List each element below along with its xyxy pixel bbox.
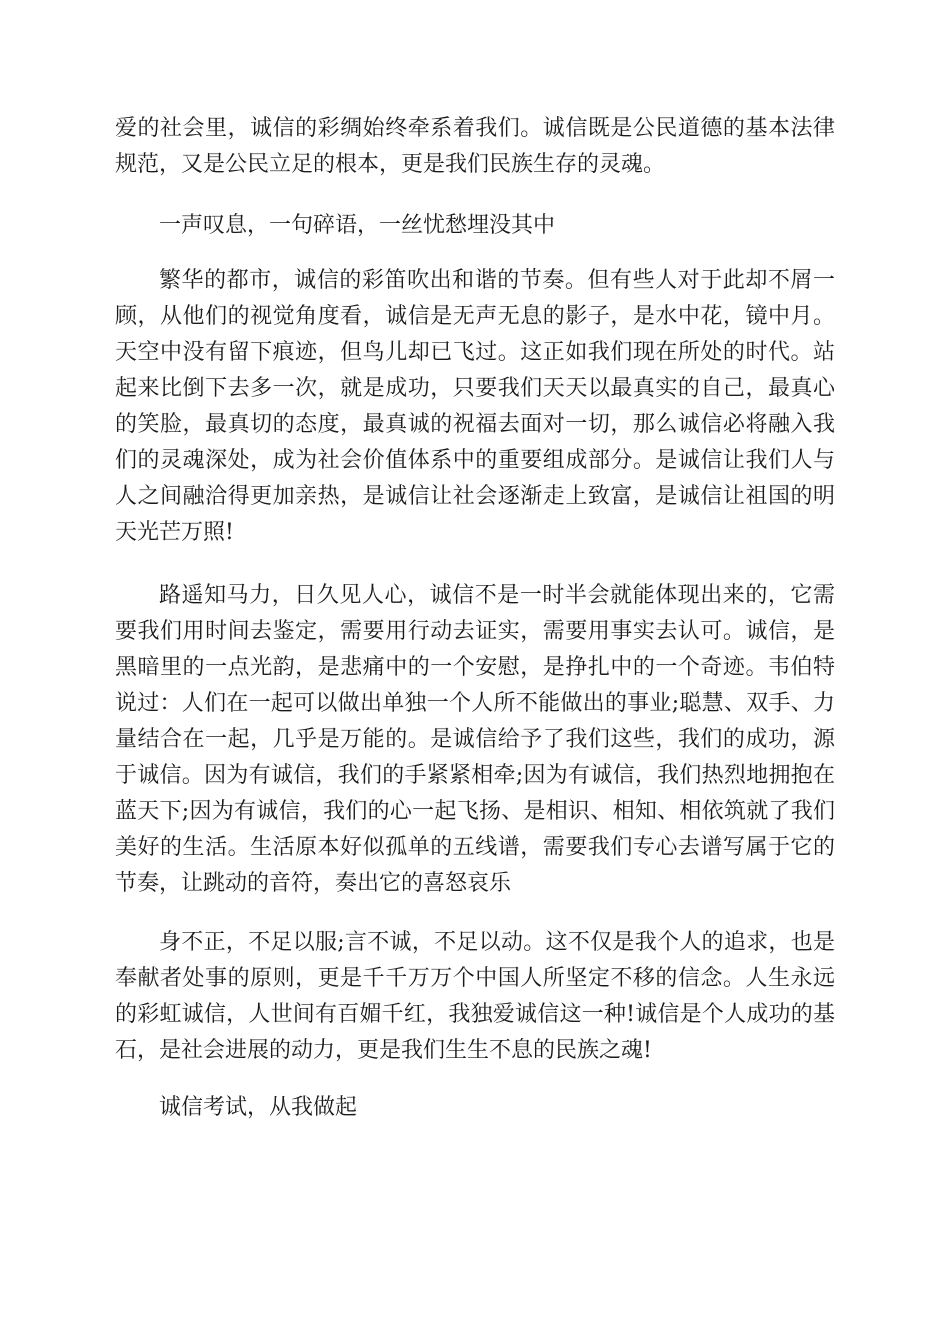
document-body — [115, 111, 835, 1152]
paragraph-sigh: 一声叹息，一句碎语，一丝忧愁埋没其中 — [159, 213, 556, 238]
paragraph-continuation: 爱的社会里，诚信的彩绸始终牵系着我们。诚信既是公民道德的基本法律规范，又是公民立足的根本，更是我们民族生存的灵魂。 — [115, 116, 835, 177]
paragraph-city: 繁华的都市，诚信的彩笛吹出和谐的节奏。但有些人对于此却不屑一顾，从他们的视觉角度看，诚信是无声无息的影子，是水中花，镜中月。天空中没有留下痕迹，但鸟儿却已飞过。这正如我们现在所处的时代。站起来比倒下去多一次，就是成功，只要我们天天以最真实的自己，最真心的笑脸，最真切的态度，最真诚的祝福去面对一切，那么诚信必将融入我们的灵魂深处，成为社会价值体系中的重要组成部分。是诚信让我们人与人之间融洽得更加亲热，是诚信让社会逐渐走上致富，是诚信让祖国的明天光芒万照! — [115, 268, 835, 545]
paragraph-integrity-foundation: 身不正，不足以服;言不诚，不足以动。这不仅是我个人的追求，也是奉献者处事的原则，更是千千万万个中国人所坚定不移的信念。人生永远的彩虹诚信，人世间有百媚千红，我独爱诚信这一种!诚信是个人成功的基石，是社会进展的动力，更是我们生生不息的民族之魂! — [115, 930, 835, 1063]
paragraph-time-tests: 路遥知马力，日久见人心，诚信不是一时半会就能体现出来的，它需要我们用时间去鉴定，需要用行动去证实，需要用事实去认可。诚信，是黑暗里的一点光韵，是悲痛中的一个安慰，是挣扎中的一个奇迹。韦伯特说过：人们在一起可以做出单独一个人所不能做出的事业;聪慧、双手、力量结合在一起，几乎是万能的。是诚信给予了我们这些，我们的成功，源于诚信。因为有诚信，我们的手紧紧相牵;因为有诚信，我们热烈地拥抱在蓝天下;因为有诚信，我们的心一起飞扬、是相识、相知、相依筑就了我们美好的生活。生活原本好似孤单的五线谱，需要我们专心去谱写属于它的节奏，让跳动的音符，奏出它的喜怒哀乐 — [115, 583, 835, 896]
paragraph-closing: 诚信考试，从我做起 — [159, 1095, 358, 1120]
